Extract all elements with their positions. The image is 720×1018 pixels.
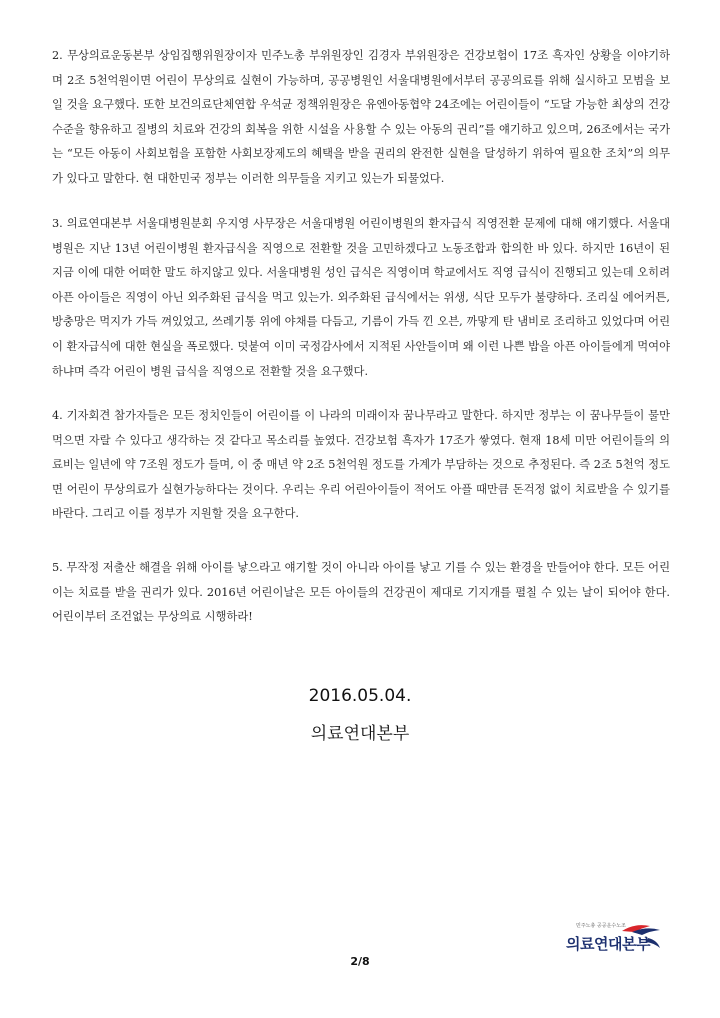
page-number: 2/8	[350, 955, 370, 968]
paragraph-3: 3. 의료연대본부 서울대병원분회 우지영 사무장은 서울대병원 어린이병원의 환자급식 직영전환 문제에 대해 얘기했다. 서울대병원은 지난 13년 어린이병원 환자급식을 직영으로 전환할 것을 고민하겠다고 노동조합과 합의한 바 있다. 하지만 16년이 된 지금 이에 대한 어떠한 말도 하지않고 있다. 서울대병원 성인 급식은 직영이며 학교에서도 직영 급식이 진행되고 있는데 오히려 아픈 아이들은 직영이 아닌 외주화된 급식을 먹고 있는가. 외주화된 급식에서는 위생, 식단 모두가 불량하다. 조리실 에어커튼, 방충망은 먹지가 가득 껴있었고, 쓰레기통 위에 야채를 다듬고, 기름이 가득 낀 오븐, 까맣게 탄 냄비로 조리하고 있었다며 어린이 환자급식에 대한 현실을 폭로했다. 덧붙여 이미 국정감사에서 지적된 사안들이며 왜 이런 나쁜 밥을 아픈 아이들에게 먹여야하냐며 즉각 어린이 병원 급식을 직영으로 전환할 것을 요구했다.	[52, 217, 670, 378]
statement-organization: 의료연대본부	[310, 724, 410, 744]
paragraph-4: 4. 기자회견 참가자들은 모든 정치인들이 어린이를 이 나라의 미래이자 꿈나무라고 말한다. 하지만 정부는 이 꿈나무들이 물만 먹으면 자랄 수 있다고 생각하는 것 같다고 목소리를 높였다. 건강보험 흑자가 17조가 쌓였다. 현재 18세 미만 어린이들의 의료비는 일년에 약 7조원 정도가 들며, 이 중 매년 약 2조 5천억원 정도를 가계가 부담하는 것으로 추정된다. 즉 2조 5천억 정도면 어린이 무상의료가 실현가능하다는 것이다. 우리는 우리 어린아이들이 적어도 아플 때만큼 돈걱정 없이 치료받을 수 있기를 바란다. 그리고 이를 정부가 지원할 것을 요구한다.	[52, 409, 670, 521]
paragraph-2: 2. 무상의료운동본부 상임집행위원장이자 민주노총 부위원장인 김경자 부위원장은 건강보험이 17조 흑자인 상황을 이야기하며 2조 5천억원이면 어린이 무상의료 실현이 가능하며, 공공병원인 서울대병원에서부터 공공의료를 위해 실시하고 모범을 보일 것을 요구했다. 또한 보건의료단체연합 우석균 정책위원장은 유엔아동협약 24조에는 어린이들이 “도달 가능한 최상의 건강수준을 향유하고 질병의 치료와 건강의 회복을 위한 시설을 사용할 수 있는 아동의 권리”를 얘기하고 있으며, 26조에서는 국가는 “모든 아동이 사회보험을 포함한 사회보장제도의 혜택을 받을 권리의 완전한 실현을 달성하기 위하여 필요한 조치”의 의무가 있다고 말한다. 현 대한민국 정부는 이러한 의무들을 지키고 있는가 되물었다.	[52, 49, 670, 185]
logo-subtitle: 민주노총 공공운수노조	[576, 923, 626, 929]
logo-name: 의료연대본부	[566, 935, 650, 953]
paragraph-5: 5. 무작정 저출산 해결을 위해 아이를 낳으라고 얘기할 것이 아니라 아이를 낳고 기를 수 있는 환경을 만들어야 한다. 모든 어린이는 치료를 받을 권리가 있다. 2016년 어린이날은 모든 아이들의 건강권이 제대로 기지개를 펼칠 수 있는 날이 되어야 한다. 어린이부터 조건없는 무상의료 시행하라!	[52, 561, 670, 624]
statement-date: 2016.05.04.	[308, 686, 412, 706]
